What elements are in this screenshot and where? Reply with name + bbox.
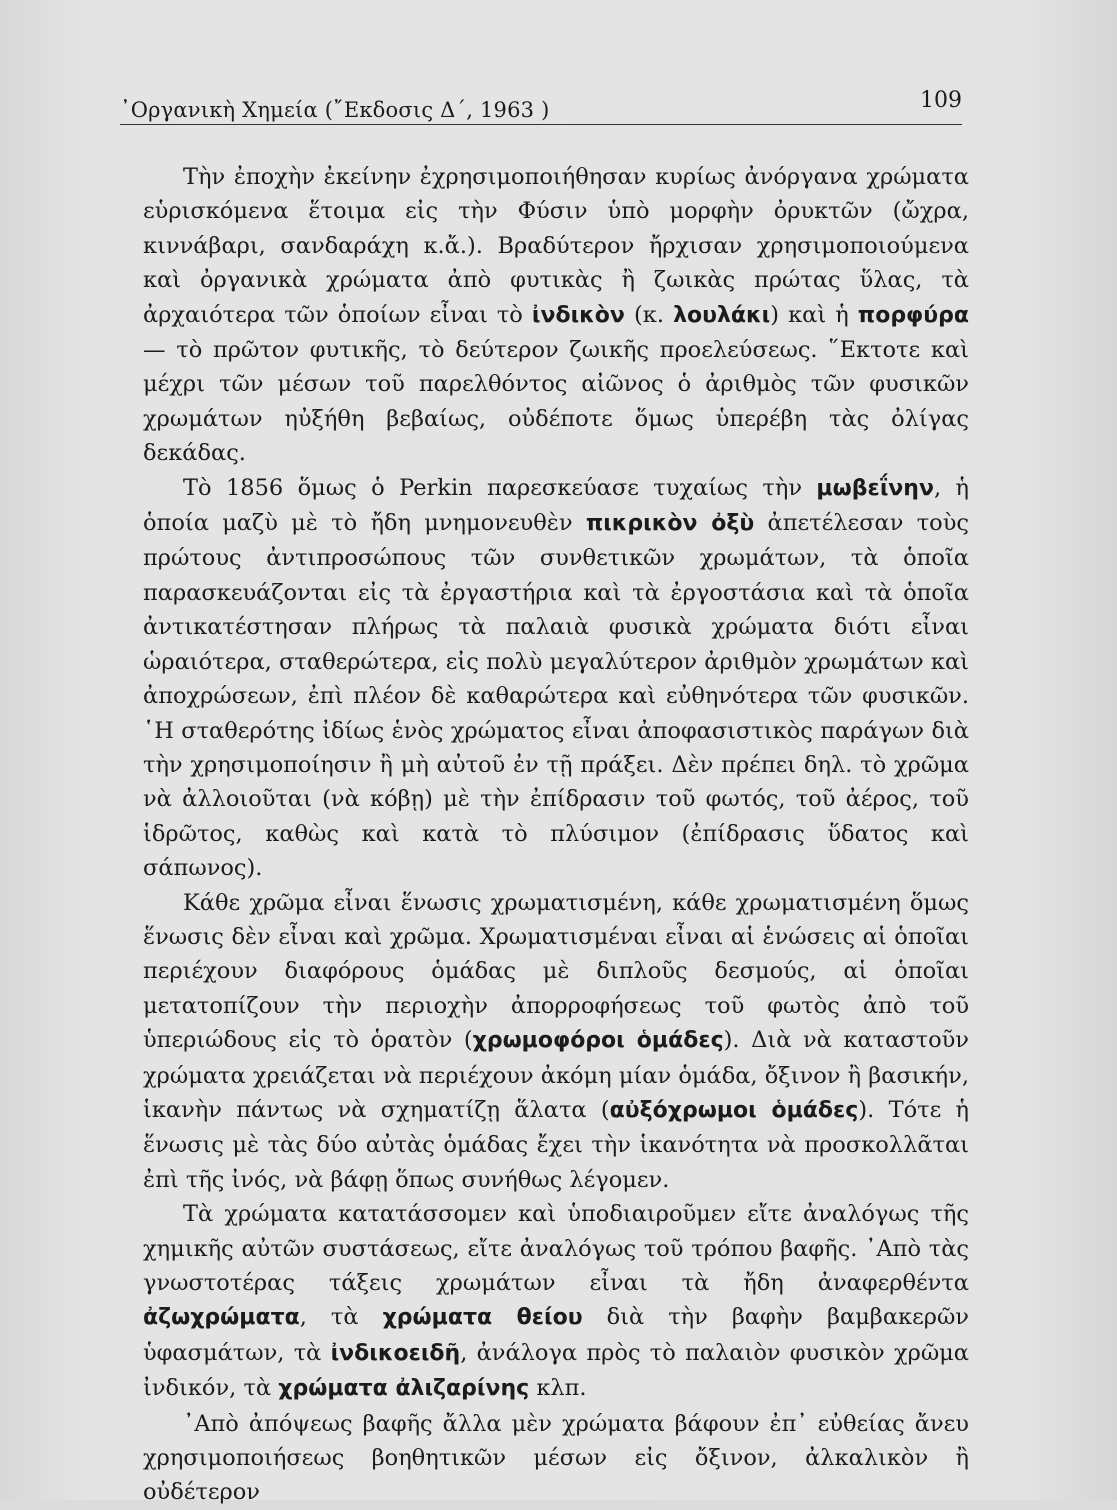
text-run: ). Τότε ἡ ἕνωσις μὲ τὰς δύο αὐτὰς ὁμάδας ἔχει τὴν ἱκανότητα νὰ προσκολλᾶται ἐπὶ τῆς ἰνός, νὰ βάφῃ ὅπως συνήθως λέγομεν. [143,1096,970,1193]
text-run: — τὸ πρῶτον φυτικῆς, τὸ δεύτερον ζωικῆς προελεύσεως. ῞Εκτοτε καὶ μέχρι τῶν μέσων τοῦ παρελθόντος αἰῶνος ὁ ἀριθμὸς τῶν φυσικῶν χρωμάτων ηὐξήθη βεβαίως, οὐδέποτε ὅμως ὑπερέβη τὰς ὀλίγας δεκάδας. [143,337,969,467]
bold-term: μωβεΐνην [816,475,934,501]
text-run: , ἀνάλογα πρὸς τὸ παλαιὸν φυσικὸν χρῶμα ἰνδικόν, τὰ [143,1339,969,1402]
text-run: Τὴν ἐποχὴν ἐκείνην ἐχρησιμοποιήθησαν κυρίως ἀνόργανα χρώματα εὑρισκόμενα ἕτοιμα εἰς τὴν Φύσιν ὑπὸ μορφὴν ὀρυκτῶν (ὤχρα, κιννάβαρι, σανδαράχη κ.ἄ.). Βραδύτερον ἤρχισαν χρησιμοποιούμενα καὶ ὀργανικὰ χρώματα ἀπὸ φυτικὰς ἢ ζωικὰς πρώτας ὕλας, τὰ ἀρχαιότερα τῶν ὁποίων εἶναι τὸ [143,164,969,328]
text-run: κλπ. [529,1375,587,1402]
bold-term: ἰνδικὸν [531,302,625,328]
bold-term: αὐξόχρωμοι ὁμάδες [609,1097,859,1123]
paragraph-1 [143,160,969,471]
text-run: (κ. [624,301,674,328]
bold-term: χρώματα ἀλιζαρίνης [278,1376,530,1402]
text-run: ). Διὰ νὰ καταστοῦν χρώματα χρειάζεται νὰ περιέχουν ἀκόμη μίαν ὁμάδα, ὄξινον ἢ βασικήν, ἱκανὴν πάντως νὰ σχηματίζῃ ἅλατα ( [143,1027,969,1123]
text-run: Τὰ χρώματα κατατάσσομεν καὶ ὑποδιαιροῦμεν εἴτε ἀναλόγως τῆς χημικῆς αὐτῶν συστάσεως, εἴτε ἀναλόγως τοῦ τρόπου βαφῆς. ᾿Απὸ τὰς γνωστοτέρας τάξεις χρωμάτων εἶναι τὰ ἤδη ἀναφερθέντα [143,1201,969,1296]
text-run: ἀπετέλεσαν τοὺς πρώτους ἀντιπροσώπους τῶν συνθετικῶν χρωμάτων, τὰ ὁποῖα παρασκευάζονται εἰς τὰ ἐργαστήρια καὶ τὰ ἐργοστάσια καὶ τὰ ὁποῖα ἀντικατέστησαν πλήρως τὰ παλαιὰ φυσικὰ χρώματα διότι εἶναι ὡραιότερα, σταθερώτερα, εἰς πολὺ μεγαλύτερον ἀριθμὸν χρωμάτων καὶ ἀποχρώσεων, ἐπὶ πλέον δὲ καθαρώτερα καὶ εὐθηνότερα τῶν φυσικῶν. ῾Η σταθερότης ἰδίως ἑνὸς χρώματος εἶναι ἀποφασιστικὸς παράγων διὰ τὴν χρησιμοποίησιν ἢ μὴ αὐτοῦ ἐν τῇ πράξει. Δὲν πρέπει δηλ. τὸ χρῶμα νὰ ἀλλοιοῦται (νὰ κόβῃ) μὲ τὴν ἐπίδρασιν τοῦ φωτός, τοῦ ἀέρος, τοῦ ἱδρῶτος, καθὼς καὶ κατὰ τὸ πλύσιμον (ἐπίδρασις ὕδατος καὶ σάπωνος). [143,510,969,882]
running-header [120,88,962,126]
bold-term: ἰνδικοειδῆ [330,1340,461,1366]
text-run: , τὰ [299,1304,383,1331]
body-text [143,160,969,1510]
paragraph-2 [143,471,969,886]
page-number: 109 [920,88,962,113]
bold-term: λουλάκι [673,302,771,328]
bold-term: πορφύρα [857,302,969,328]
bold-term: ἀζωχρώματα [143,1305,300,1331]
paragraph-3 [143,886,969,1198]
header-divider [120,124,962,125]
text-run: ᾿Απὸ ἀπόψεως βαφῆς ἄλλα μὲν χρώματα βάφουν ἐπ᾿ εὐθείας ἄνευ χρησιμοποιήσεως βοηθητικῶν μέσων εἰς ὄξινον, ἀλκαλικὸν ἢ οὐδέτερον [143,1410,969,1506]
bold-term: πικρικὸν ὀξὺ [585,511,755,537]
bold-term: χρώματα θείου [382,1305,583,1331]
text-run: Τὸ 1856 ὅμως ὁ Perkin παρεσκεύασε τυχαίως τὴν [183,474,817,501]
text-run: διὰ τὴν βαφὴν βαμβακερῶν ὑφασμάτων, τὰ [143,1304,969,1366]
paragraph-5 [143,1407,969,1510]
bold-term: χρωμοφόροι ὁμάδες [472,1028,724,1054]
text-run: Κάθε χρῶμα εἶναι ἕνωσις χρωματισμένη, κάθε χρωματισμένη ὅμως ἕνωσις δὲν εἶναι καὶ χρῶμα. Χρωματισμέναι εἶναι αἱ ἑνώσεις αἱ ὁποῖαι περιέχουν διαφόρους ὁμάδας μὲ διπλοῦς δεσμούς, αἱ ὁποῖαι μετατοπίζουν τὴν περιοχὴν ἀπορροφήσεως τοῦ φωτὸς ἀπὸ τοῦ ὑπεριώδους εἰς τὸ ὁρατὸν ( [143,889,969,1054]
text-run: , ἡ ὁποία μαζὺ μὲ τὸ ἤδη μνημονευθὲν [143,474,969,537]
paragraph-4 [143,1197,969,1406]
text-run: ) καὶ ἡ [770,301,858,328]
running-header-title: ᾿Οργανικὴ Χημεία (῎Εκδοσις Δ΄, 1963 ) [120,98,550,122]
